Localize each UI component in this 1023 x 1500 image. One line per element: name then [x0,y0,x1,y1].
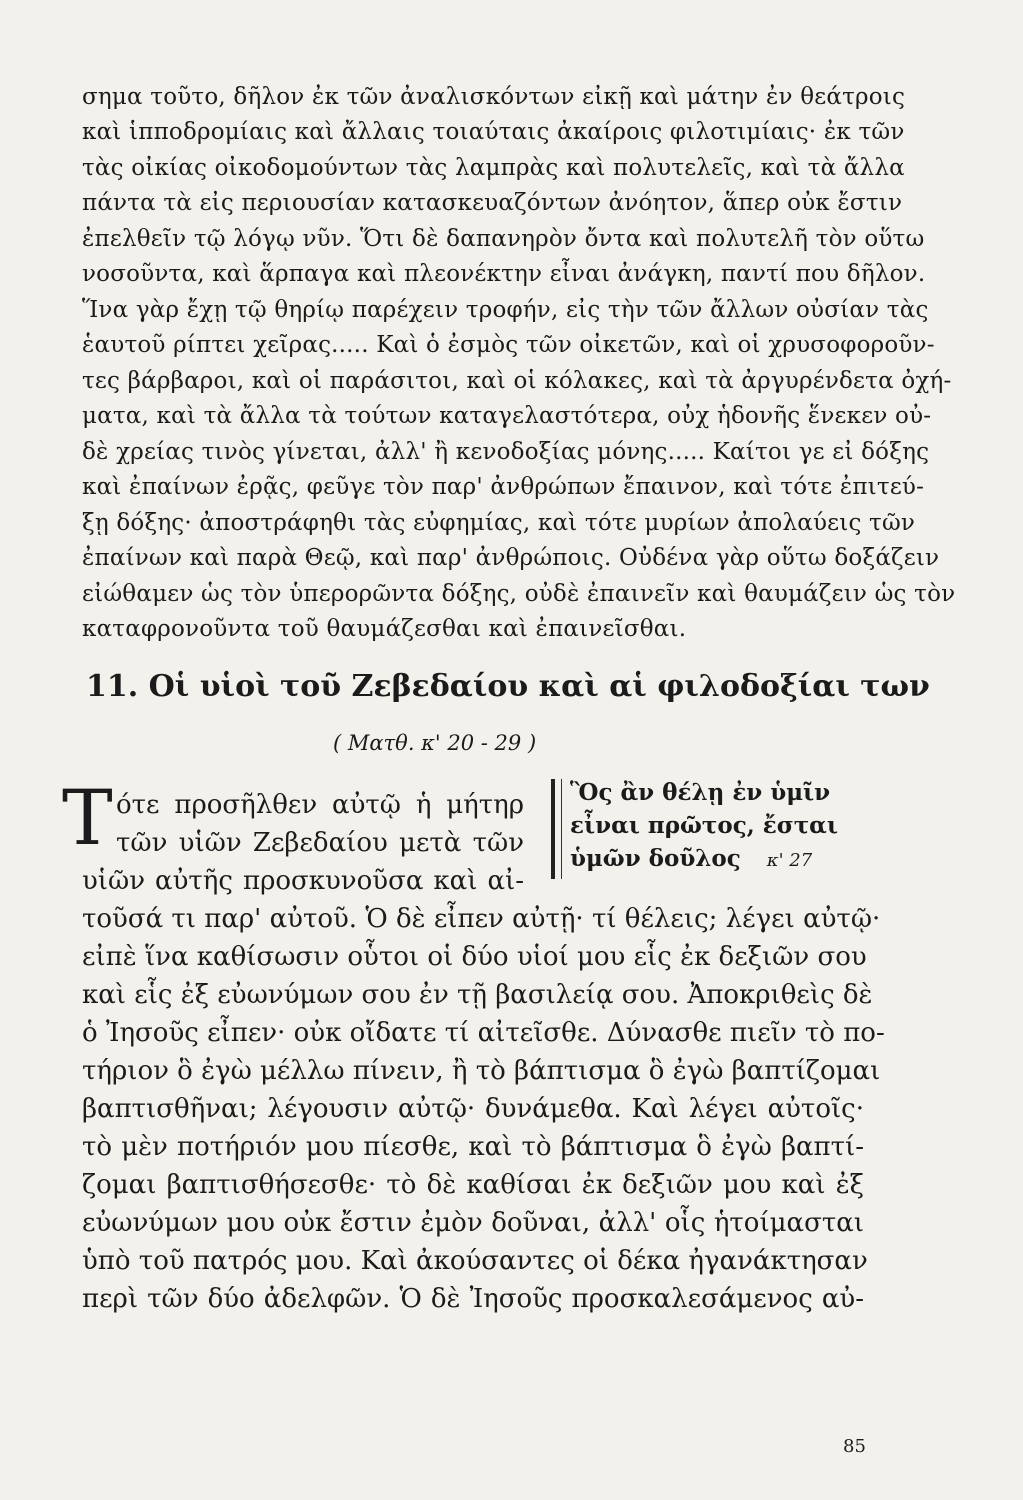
scripture-reference: ( Ματθ. κ' 20 - 29 ) [333,731,537,755]
text-line: ξῃ δόξης· ἀποστράφηθι τὰς εὐφημίας, καὶ τότε μυρίων ἀπολαύεις τῶν [82,510,916,536]
text-line: περὶ τῶν δύο ἀδελφῶν. Ὁ δὲ Ἰησοῦς προσκαλεσάμενος αὐ- [82,1284,864,1314]
text-line: τες βάρβαροι, καὶ οἱ παράσιτοι, καὶ οἱ κόλακες, καὶ τὰ ἀργυρένδετα ὀχή- [82,368,952,394]
sidebar-line: εἶναι πρῶτος, ἔσται [570,812,839,839]
text-line: καὶ ἱπποδρομίαις καὶ ἄλλαις τοιαύταις ἀκαίροις φιλοτιμίαις· ἐκ τῶν [82,119,905,145]
sidebar-rule [551,779,555,879]
text-line: καὶ εἷς ἐξ εὐωνύμων σου ἐν τῇ βασιλείᾳ σου. Ἀποκριθεὶς δὲ [82,980,873,1010]
page-number: 85 [843,1436,866,1457]
text-line: εἰπὲ ἵνα καθίσωσιν οὗτοι οἱ δύο υἱοί μου εἷς ἐκ δεξιῶν σου [82,942,867,972]
text-line: ὁ Ἰησοῦς εἶπεν· οὐκ οἴδατε τί αἰτεῖσθε. Δύνασθε πιεῖν τὸ πο- [82,1018,885,1048]
text-line: εὐωνύμων μου οὐκ ἔστιν ἐμὸν δοῦναι, ἀλλ' οἷς ἡτοίμασται [82,1208,864,1238]
text-line: τὸ μὲν ποτήριόν μου πίεσθε, καὶ τὸ βάπτισμα ὃ ἐγὼ βαπτί- [82,1132,864,1162]
sidebar-reference: κ' 27 [766,850,813,871]
text-line: βαπτισθῆναι; λέγουσιν αὐτῷ· δυνάμεθα. Καὶ λέγει αὐτοῖς· [82,1094,864,1124]
text-line: ζομαι βαπτισθήσεσθε· τὸ δὲ καθίσαι ἐκ δεξιῶν μου καὶ ἐξ [82,1170,864,1200]
sidebar-line: ὑμῶν δοῦλος [570,845,741,872]
text-line: Ἵνα γὰρ ἔχῃ τῷ θηρίῳ παρέχειν τροφήν, εἰς τὴν τῶν ἄλλων οὐσίαν τὰς [82,297,929,323]
drop-cap: Τ [62,773,113,862]
sidebar-rule [561,779,562,879]
text-line: δὲ χρείας τινὸς γίνεται, ἀλλ' ἢ κενοδοξίας μόνης..... Καίτοι γε εἰ δόξης [82,439,930,465]
text-line: καὶ ἐπαίνων ἐρᾷς, φεῦγε τὸν παρ' ἀνθρώπων ἔπαινον, καὶ τότε ἐπιτεύ- [82,474,925,500]
text-line: τὰς οἰκίας οἰκοδομούντων τὰς λαμπρὰς καὶ πολυτελεῖς, καὶ τὰ ἄλλα [82,155,905,181]
text-line: νοσοῦντα, καὶ ἅρπαγα καὶ πλεονέκτην εἶναι ἀνάγκη, παντί που δῆλον. [82,261,926,287]
text-line: τῶν υἱῶν Ζεβεδαίου μετὰ τῶν [116,828,524,858]
text-line: πάντα τὰ εἰς περιουσίαν κατασκευαζόντων ἀνόητον, ἅπερ οὐκ ἔστιν [82,190,903,216]
text-line: τήριον ὃ ἐγὼ μέλλω πίνειν, ἢ τὸ βάπτισμα ὃ ἐγὼ βαπτίζομαι [82,1056,881,1086]
text-line: σημα τοῦτο, δῆλον ἐκ τῶν ἀναλισκόντων εἰκῇ καὶ μάτην ἐν θεάτροις [82,84,906,110]
text-line: ἐπαίνων καὶ παρὰ Θεῷ, καὶ παρ' ἀνθρώποις. Οὐδένα γὰρ οὕτω δοξάζειν [82,545,940,571]
text-line: καταφρονοῦντα τοῦ θαυμάζεσθαι καὶ ἐπαινεῖσθαι. [82,616,687,642]
text-line: ἐπελθεῖν τῷ λόγῳ νῦν. Ὅτι δὲ δαπανηρὸν ὄντα καὶ πολυτελῆ τὸν οὕτω [82,226,925,252]
text-line: ότε προσῆλθεν αὐτῷ ἡ μήτηρ [116,790,524,820]
text-line: τοῦσά τι παρ' αὐτοῦ. Ὁ δὲ εἶπεν αὐτῇ· τί θέλεις; λέγει αὐτῷ· [82,904,881,934]
sidebar-line: Ὃς ἂν θέλῃ ἐν ὑμῖν [570,779,831,806]
text-line: ματα, καὶ τὰ ἄλλα τὰ τούτων καταγελαστότερα, οὐχ ἡδονῆς ἕνεκεν οὐ- [82,403,932,429]
text-line: υἱῶν αὐτῆς προσκυνοῦσα καὶ αἰ- [82,866,524,896]
sidebar-quote [570,776,880,877]
text-line: ὑπὸ τοῦ πατρός μου. Καὶ ἀκούσαντες οἱ δέκα ἠγανάκτησαν [82,1246,868,1276]
section-heading: 11. Οἱ υἱοὶ τοῦ Ζεβεδαίου καὶ αἱ φιλοδοξίαι των [86,669,930,704]
text-line: ἑαυτοῦ ρίπτει χεῖρας..... Καὶ ὁ ἐσμὸς τῶν οἰκετῶν, καὶ οἱ χρυσοφοροῦν- [82,332,935,358]
text-line: εἰώθαμεν ὡς τὸν ὑπερορῶντα δόξης, οὐδὲ ἐπαινεῖν καὶ θαυμάζειν ὡς τὸν [82,581,956,607]
